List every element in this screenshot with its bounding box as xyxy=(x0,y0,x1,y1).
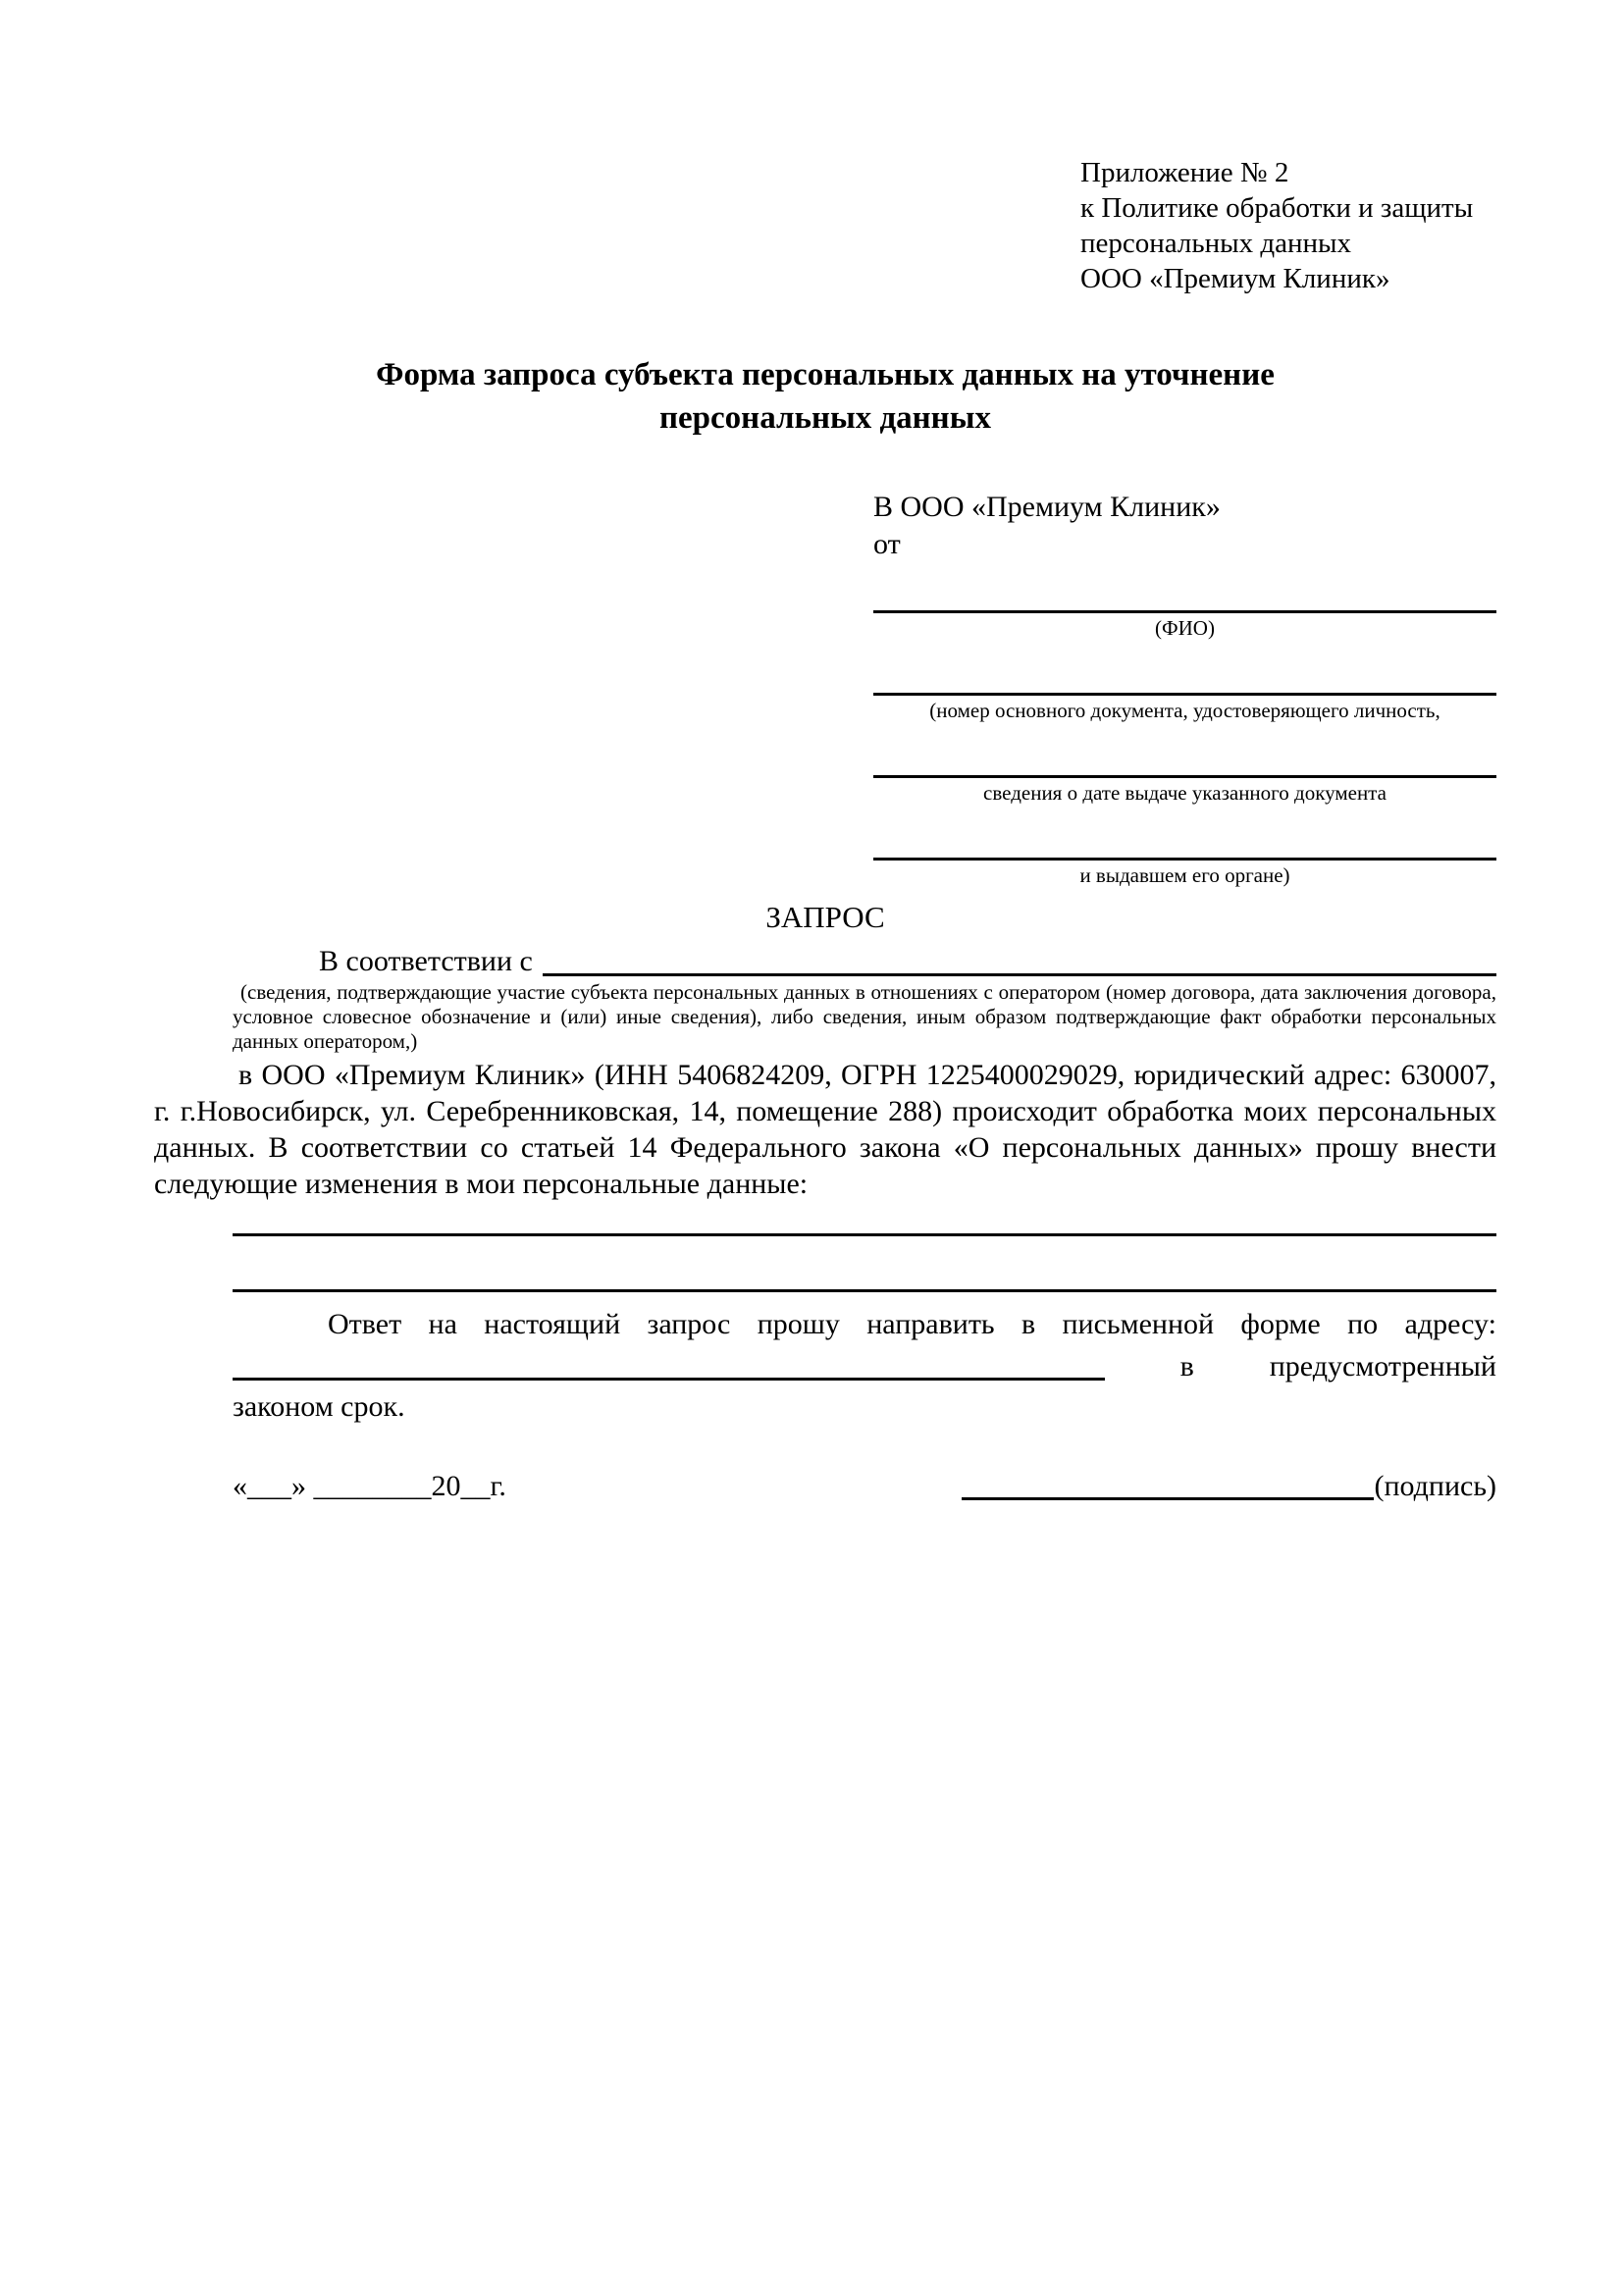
signature-caption: (подпись) xyxy=(1374,1470,1496,1502)
signature-group xyxy=(962,1468,1496,1505)
addressee-field-fio xyxy=(873,563,1496,641)
reply-line-1: Ответ на настоящий запрос прошу направить в письменной форме по адресу: xyxy=(328,1308,1496,1340)
addressee-block xyxy=(873,489,1496,888)
issue-date-caption: сведения о дате выдаче указанного документа xyxy=(983,781,1387,805)
appendix-line: ООО «Премиум Клиник» xyxy=(1080,263,1390,294)
appendix-line: персональных данных xyxy=(1080,228,1352,259)
request-intro-prefix: В соответствии с xyxy=(319,945,533,977)
addressee-field-issue-date xyxy=(873,723,1496,806)
changes-blank-line-2 xyxy=(233,1236,1496,1292)
appendix-block xyxy=(1080,155,1496,296)
reply-address-blank-line xyxy=(233,1378,1105,1381)
request-intro-blank-line xyxy=(543,973,1496,976)
reply-line-2 xyxy=(233,1348,1496,1384)
changes-blank-line-1 xyxy=(233,1202,1496,1236)
request-intro-row xyxy=(154,943,1496,980)
date-blank: «___» ________20__г. xyxy=(233,1470,506,1502)
document-title-line: Форма запроса субъекта персональных данных на уточнение xyxy=(376,357,1275,392)
document-title xyxy=(154,353,1496,440)
issuing-authority-caption: и выдавшем его органе) xyxy=(1079,863,1290,887)
issuing-authority-blank-line xyxy=(873,806,1496,861)
fio-caption: (ФИО) xyxy=(1155,616,1215,640)
addressee-field-document-number xyxy=(873,641,1496,723)
document-number-caption: (номер основного документа, удостоверяющего личность, xyxy=(929,699,1440,722)
request-body-paragraph: в ООО «Премиум Клиник» (ИНН 5406824209, ОГРН 1225400029029, юридический адрес: 630007, г. г.Новосибирск, ул. Серебренниковская, 14, помещение 288) происходит обработка моих персональных данных. В соответствии со статьей 14 Федерального закона «О персональных данных» прошу внести следующие изменения в мои персональные данные: xyxy=(154,1059,1496,1200)
reply-word-v: в xyxy=(1179,1350,1194,1383)
addressee-to: В ООО «Премиум Клиник» xyxy=(873,491,1221,523)
document-title-line: персональных данных xyxy=(659,400,991,436)
reply-paragraph xyxy=(233,1306,1496,1425)
reply-word-predusmotrenny: предусмотренный xyxy=(1269,1350,1496,1383)
reply-line-3: законом срок. xyxy=(233,1390,405,1423)
issue-date-blank-line xyxy=(873,723,1496,778)
addressee-field-issuing-authority xyxy=(873,806,1496,888)
document-number-blank-line xyxy=(873,641,1496,696)
request-heading: ЗАПРОС xyxy=(765,900,885,934)
fio-blank-line xyxy=(873,563,1496,613)
date-signature-row xyxy=(233,1468,1496,1505)
signature-blank-line xyxy=(962,1497,1374,1500)
addressee-from-label: от xyxy=(873,528,901,560)
appendix-line: к Политике обработки и защиты xyxy=(1080,192,1474,224)
document-content xyxy=(154,0,1496,1505)
request-intro-caption: (сведения, подтверждающие участие субъекта персональных данных в отношениях с оператором (номер договора, дата заключения договора, условное словесное обозначение и (или) иные сведения), либо сведения, иным образом подтверждающие факт обработки персональных данных оператором,) xyxy=(233,980,1496,1053)
appendix-line: Приложение № 2 xyxy=(1080,157,1289,188)
